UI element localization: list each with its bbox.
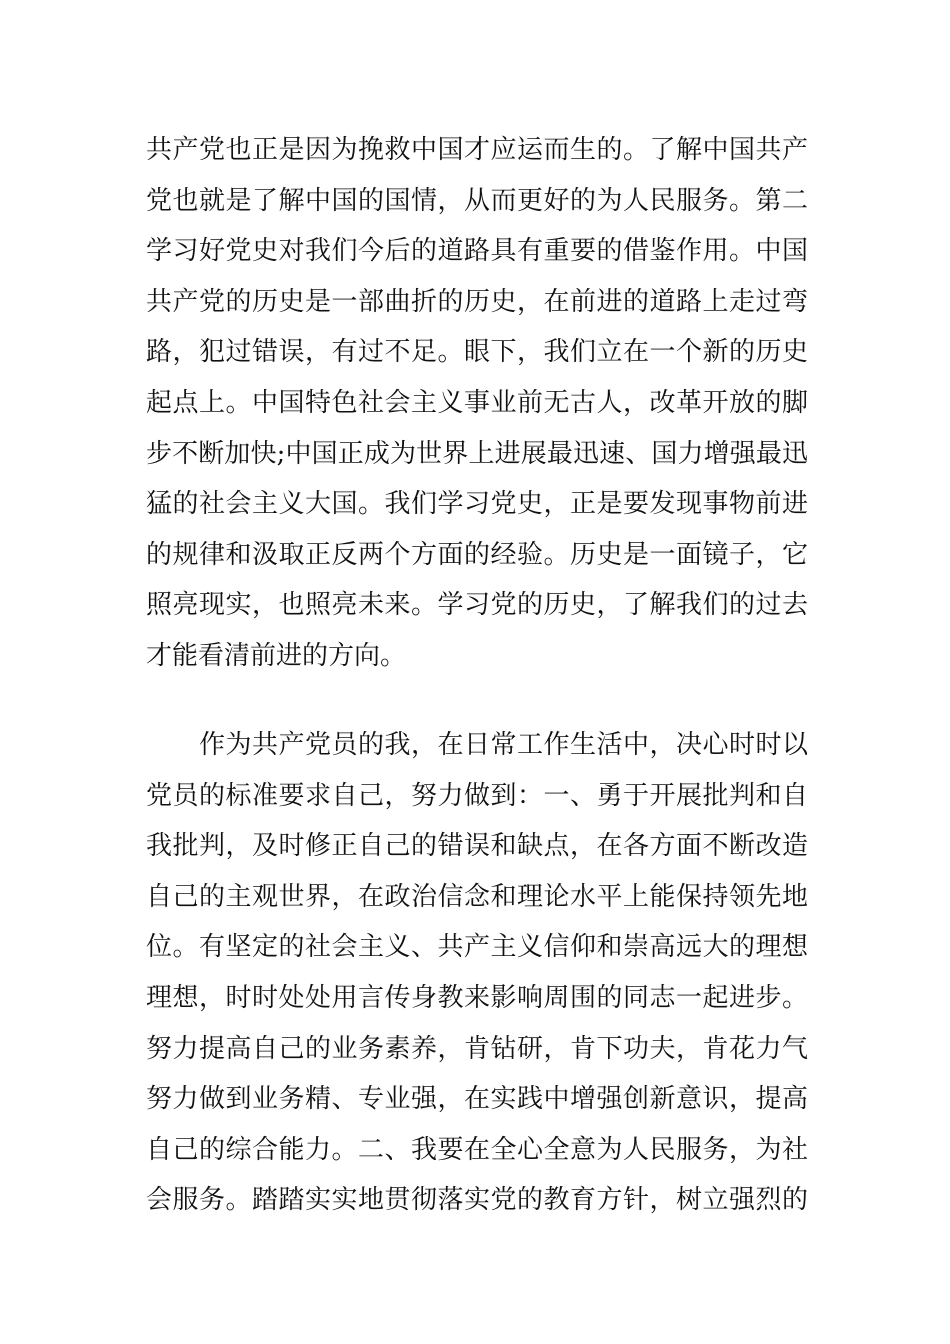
paragraph-line: 自己的主观世界，在政治信念和理论水平上能保持领先地 [146, 881, 808, 912]
paragraph-line: 路，犯过错误，有过不足。眼下，我们立在一个新的历史 [146, 337, 808, 368]
paragraph-line: 党也就是了解中国的国情，从而更好的为人民服务。第二 [146, 185, 808, 216]
paragraph-line: 起点上。中国特色社会主义事业前无古人，改革开放的脚 [146, 387, 808, 418]
paragraph-line: 努力做到业务精、专业强，在实践中增强创新意识，提高 [146, 1084, 808, 1115]
paragraph-line: 才能看清前进的方向。 [146, 640, 407, 671]
paragraph-line: 自己的综合能力。二、我要在全心全意为人民服务，为社 [146, 1134, 808, 1165]
paragraph-1 [146, 125, 808, 682]
paragraph-line: 猛的社会主义大国。我们学习党史，正是要发现事物前进 [146, 489, 808, 520]
paragraph-line: 我批判，及时修正自己的错误和缺点，在各方面不断改造 [146, 831, 808, 862]
paragraph-line: 照亮现实，也照亮未来。学习党的历史，了解我们的过去 [146, 590, 808, 621]
paragraph-line: 步不断加快;中国正成为世界上进展最迅速、国力增强最迅 [146, 438, 808, 469]
paragraph-line: 共产党也正是因为挽救中国才应运而生的。了解中国共产 [146, 135, 808, 165]
paragraph-line: 作为共产党员的我，在日常工作生活中，决心时时以 [146, 730, 808, 760]
paragraph-line: 会服务。踏踏实实地贯彻落实党的教育方针，树立强烈的 [146, 1185, 808, 1216]
paragraph-line: 努力提高自己的业务素养，肯钻研，肯下功夫，肯花力气 [146, 1033, 808, 1064]
paragraph-line: 的规律和汲取正反两个方面的经验。历史是一面镜子，它 [146, 539, 808, 570]
paragraph-line: 共产党的历史是一部曲折的历史，在前进的道路上走过弯 [146, 286, 808, 317]
paragraph-line: 位。有坚定的社会主义、共产主义信仰和崇高远大的理想 [146, 932, 808, 963]
paragraph-line: 党员的标准要求自己，努力做到：一、勇于开展批判和自 [146, 780, 808, 811]
paragraph-line: 理想，时时处处用言传身教来影响周围的同志一起进步。 [146, 982, 808, 1013]
paragraph-line: 学习好党史对我们今后的道路具有重要的借鉴作用。中国 [146, 236, 808, 267]
paragraph-2 [146, 720, 808, 1226]
